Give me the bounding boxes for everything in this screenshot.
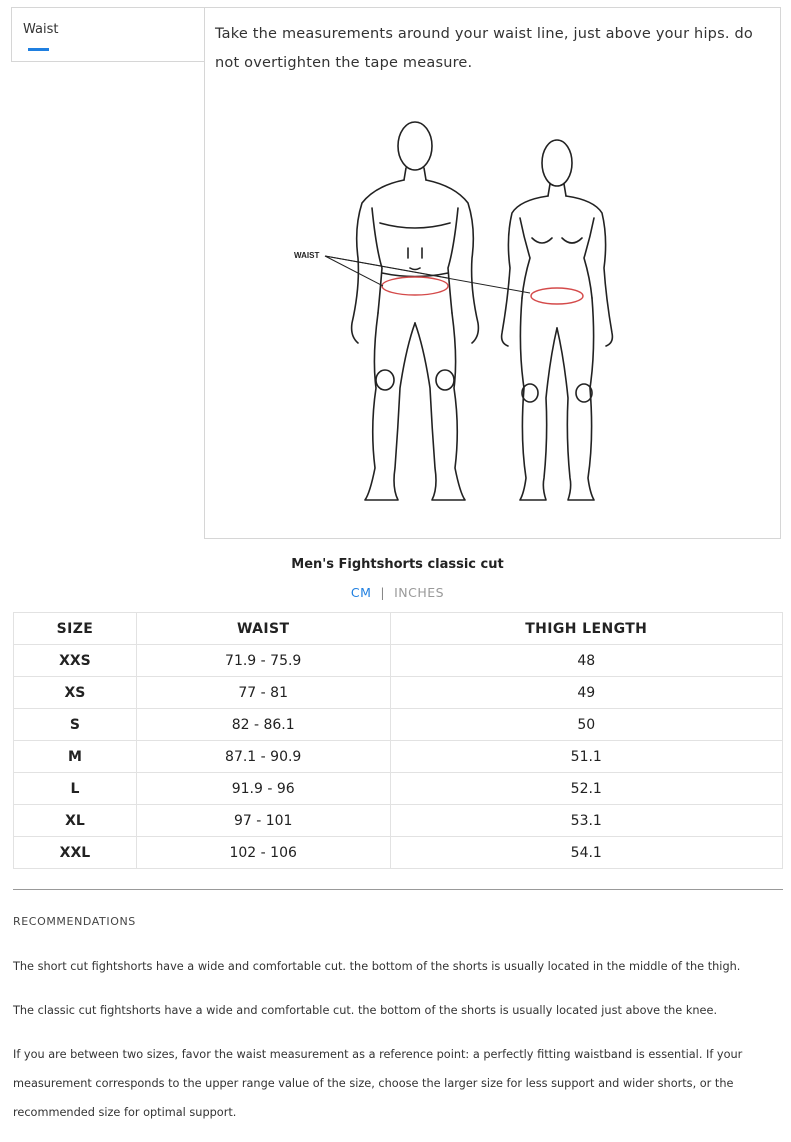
thigh-length-cell: 53.1	[390, 805, 782, 837]
size-table	[13, 612, 783, 869]
size-cell: L	[14, 773, 137, 805]
recommendation-between-sizes: If you are between two sizes, favor the waist measurement as a reference point: a perfectly fitting waistband is essential. If your measurement corresponds to the upper range value of the size, choose the larger size for less support and wider shorts, or the recommended size for optimal support.	[13, 1048, 743, 1119]
table-header-row	[14, 613, 783, 645]
female-waist-line	[531, 288, 583, 304]
waist-cell: 102 - 106	[136, 837, 390, 869]
section-divider	[13, 889, 783, 890]
thigh-length-cell: 48	[390, 645, 782, 677]
active-tab-indicator	[28, 48, 49, 51]
unit-separator: |	[380, 585, 386, 600]
waist-cell: 91.9 - 96	[136, 773, 390, 805]
recommendations-heading: RECOMMENDATIONS	[13, 915, 136, 928]
waist-cell: 71.9 - 75.9	[136, 645, 390, 677]
table-row	[14, 709, 783, 741]
recommendation-classic-cut: The classic cut fightshorts have a wide and comfortable cut. the bottom of the shorts is usually located just above the knee.	[13, 1004, 718, 1017]
table-row	[14, 741, 783, 773]
size-cell: M	[14, 741, 137, 773]
male-waist-line	[382, 277, 448, 295]
size-cell: XS	[14, 677, 137, 709]
size-cell: S	[14, 709, 137, 741]
waist-cell: 82 - 86.1	[136, 709, 390, 741]
thigh-length-cell: 50	[390, 709, 782, 741]
size-chart-title: Men's Fightshorts classic cut	[291, 557, 504, 572]
waist-cell: 97 - 101	[136, 805, 390, 837]
table-row	[14, 837, 783, 869]
unit-cm-button[interactable]: CM	[350, 585, 372, 600]
header-thigh-length: THIGH LENGTH	[390, 613, 782, 645]
thigh-length-cell: 49	[390, 677, 782, 709]
tab-waist-label: Waist	[23, 22, 59, 37]
table-row	[14, 677, 783, 709]
unit-inches-button[interactable]: INCHES	[394, 585, 445, 600]
thigh-length-cell: 52.1	[390, 773, 782, 805]
recommendation-short-cut: The short cut fightshorts have a wide and comfortable cut. the bottom of the shorts is usually located in the middle of the thigh.	[13, 960, 741, 973]
waist-cell: 87.1 - 90.9	[136, 741, 390, 773]
thigh-length-cell: 51.1	[390, 741, 782, 773]
waist-label: WAIST	[294, 251, 320, 260]
thigh-length-cell: 54.1	[390, 837, 782, 869]
size-cell: XL	[14, 805, 137, 837]
male-figure	[352, 122, 479, 500]
measurement-instructions: Take the measurements around your waist line, just above your hips. do not overtighten the tape measure.	[215, 26, 753, 71]
header-waist: WAIST	[136, 613, 390, 645]
female-figure	[502, 140, 613, 500]
table-row	[14, 645, 783, 677]
table-row	[14, 773, 783, 805]
measurement-panel	[204, 7, 781, 539]
unit-switch	[0, 585, 791, 600]
table-row	[14, 805, 783, 837]
size-cell: XXS	[14, 645, 137, 677]
header-size: SIZE	[14, 613, 137, 645]
size-cell: XXL	[14, 837, 137, 869]
tab-waist[interactable]	[11, 7, 205, 62]
waist-cell: 77 - 81	[136, 677, 390, 709]
body-measurement-illustration	[280, 108, 620, 508]
